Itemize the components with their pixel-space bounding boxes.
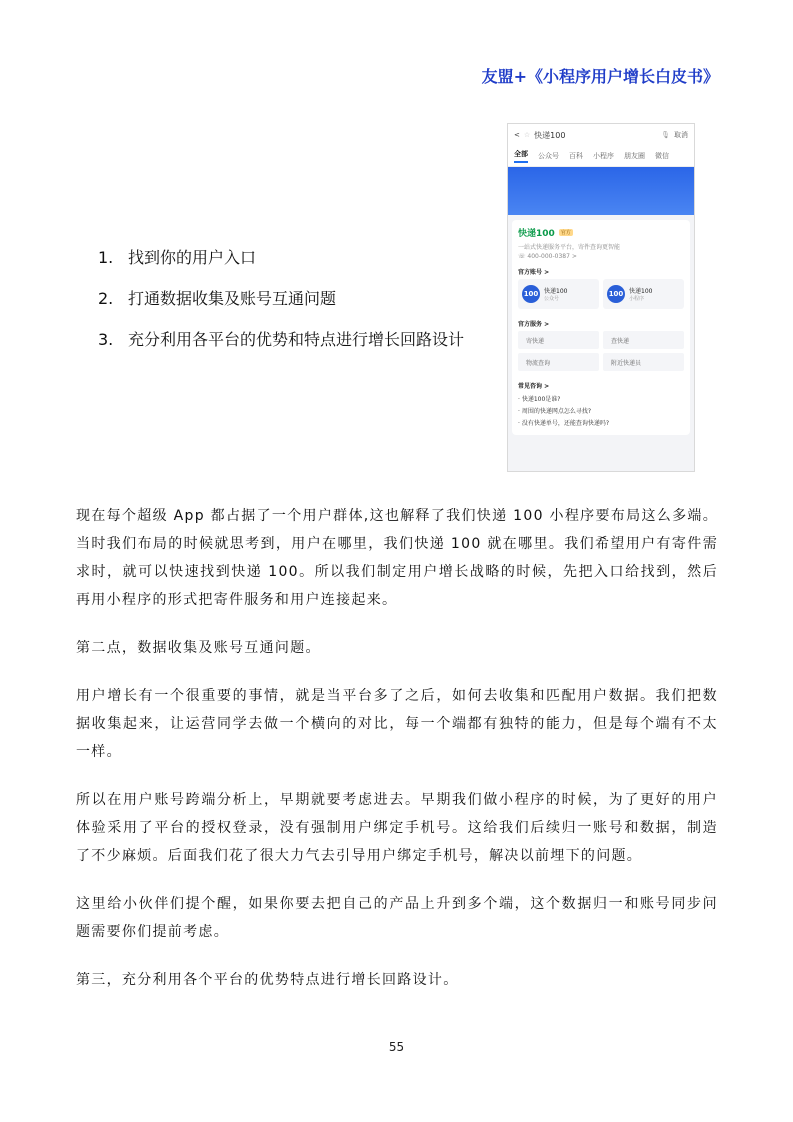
phone-search-bar bbox=[508, 124, 694, 146]
header-title: 友盟+《小程序用户增长白皮书》 bbox=[481, 67, 719, 86]
faq-title: 常见咨询 > bbox=[518, 383, 550, 390]
phone-banner bbox=[508, 167, 694, 215]
paragraph: 第二点，数据收集及账号互通问题。 bbox=[76, 640, 321, 656]
phone-screenshot bbox=[507, 123, 695, 472]
official-services-title: 官方服务 > bbox=[518, 321, 550, 328]
paragraph: 第三，充分利用各个平台的优势特点进行增长回路设计。 bbox=[76, 972, 459, 988]
tab-moments: 朋友圈 bbox=[624, 152, 645, 160]
faq-item: · 周围的快递网点怎么寻找? bbox=[518, 408, 591, 415]
paragraph: 用户增长有一个很重要的事情，就是当平台多了之后，如何去收集和匹配用户数据。我们把数据收集起来，让运营同学去做一个横向的对比，每一个端都有独特的能力，但是每个端有不太一样。 bbox=[76, 688, 718, 760]
phone-tabs bbox=[508, 146, 694, 167]
kuaidi100-logo-icon: 100 bbox=[607, 285, 625, 303]
tab-wechat: 微信 bbox=[655, 152, 669, 160]
brand-card bbox=[512, 220, 690, 435]
kuaidi100-logo-icon: 100 bbox=[522, 285, 540, 303]
official-badge: 官方 bbox=[560, 230, 571, 236]
tab-all: 全部 bbox=[514, 149, 528, 163]
paragraph: 所以在用户账号跨端分析上，早期就要考虑进去。早期我们做小程序的时候，为了更好的用户体验采用了平台的授权登录，没有强制用户绑定手机号。这给我们后续归一账号和数据，制造了不少麻烦。后面我们花了很大力气去引导用户绑定手机号，解决以前埋下的问题。 bbox=[76, 792, 718, 864]
microphone-icon: 🎙 bbox=[661, 131, 670, 139]
phone-icon: ☏ bbox=[518, 253, 528, 260]
search-query: 快递100 bbox=[534, 130, 566, 140]
paragraph: 现在每个超级 App 都占据了一个用户群体,这也解释了我们快递 100 小程序要布局这么多端。当时我们布局的时候就思考到，用户在哪里，我们快递 100 就在哪里。我们希望用户有寄件需求时，就可以快速找到快递 100。所以我们制定用户增长战略的时候，先把入口给找到，然后再用小程序的形式把寄件服务和用户连接起来。 bbox=[76, 508, 718, 608]
service-item: 寄快递 bbox=[518, 331, 599, 349]
service-item: 查快递 bbox=[603, 331, 684, 349]
service-item: 附近快递员 bbox=[603, 353, 684, 371]
account-item: 100 快递100 公众号 bbox=[518, 279, 599, 309]
tab-official-account: 公众号 bbox=[538, 152, 559, 160]
brand-phone: 400-000-0387 > bbox=[527, 253, 577, 260]
account-item: 100 快递100 小程序 bbox=[603, 279, 684, 309]
list-item: 3. 充分利用各平台的优势和特点进行增长回路设计 bbox=[98, 330, 465, 349]
tab-mini-program: 小程序 bbox=[593, 152, 614, 160]
official-accounts-title: 官方账号 > bbox=[518, 269, 550, 276]
list-item: 1. 找到你的用户入口 bbox=[98, 248, 257, 267]
star-icon: ☆ bbox=[523, 131, 531, 139]
tab-baike: 百科 bbox=[569, 152, 583, 160]
cancel-link: 取消 bbox=[674, 131, 688, 139]
back-icon: < bbox=[514, 131, 520, 139]
faq-item: · 快递100是谁? bbox=[518, 396, 561, 403]
list-item: 2. 打通数据收集及账号互通问题 bbox=[98, 289, 337, 308]
page-number: 55 bbox=[388, 1040, 405, 1054]
brand-desc: 一站式快递服务平台，寄件查询更智能 bbox=[518, 244, 621, 251]
faq-item: · 没有快递单号，还能查询快递吗? bbox=[518, 420, 609, 427]
brand-name: 快递100 bbox=[518, 229, 555, 239]
service-item: 物流查询 bbox=[518, 353, 599, 371]
key-points-list bbox=[98, 248, 464, 371]
paragraph: 这里给小伙伴们提个醒，如果你要去把自己的产品上升到多个端，这个数据归一和账号同步问题需要你们提前考虑。 bbox=[76, 896, 718, 940]
